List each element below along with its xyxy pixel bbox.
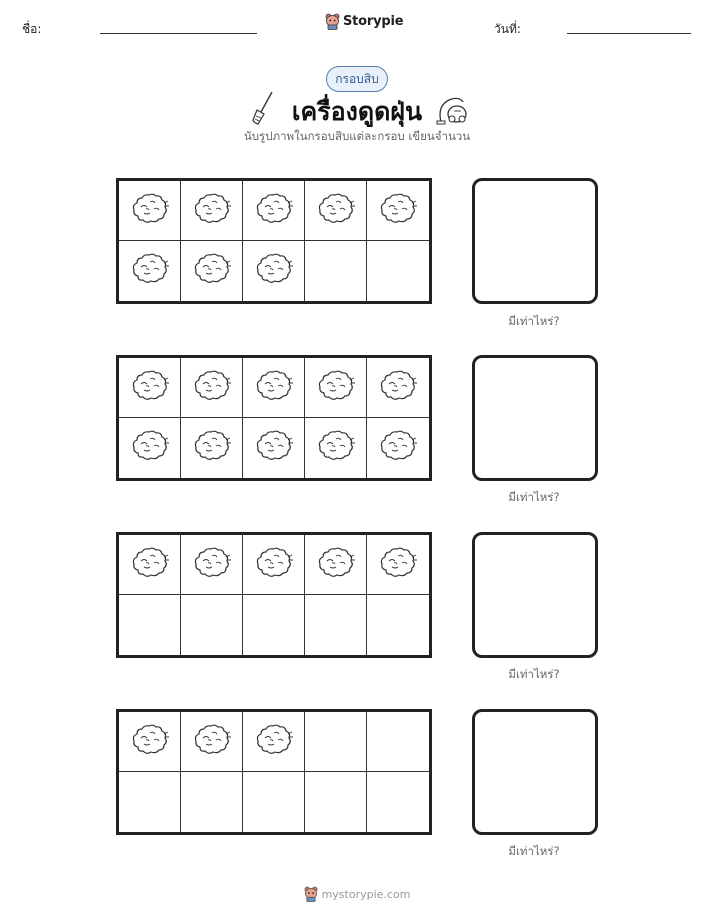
- name-label: ชื่อ:: [22, 22, 42, 36]
- dust-cloud-icon: [192, 546, 232, 584]
- answer-box-1[interactable]: [472, 178, 598, 304]
- storypie-footer-logo: [304, 886, 318, 902]
- dust-cloud-icon: [254, 369, 294, 407]
- dust-cloud-icon: [254, 192, 294, 230]
- ten-frame-cell: [367, 535, 429, 595]
- dust-cloud-icon: [254, 546, 294, 584]
- answer-box-4[interactable]: [472, 709, 598, 835]
- ten-frame-cell: [367, 418, 429, 478]
- ten-frame-cell: [367, 358, 429, 418]
- ten-frame-cell: [119, 712, 181, 772]
- ten-frame-cell: [367, 181, 429, 241]
- ten-frame-cell: [243, 535, 305, 595]
- ten-frame-cell: [305, 181, 367, 241]
- ten-frame-cell: [181, 535, 243, 595]
- dust-cloud-icon: [378, 192, 418, 230]
- ten-frame-cell: [305, 712, 367, 772]
- ten-frame-cell: [119, 595, 181, 655]
- dust-cloud-icon: [130, 252, 170, 290]
- ten-frame-cell: [305, 358, 367, 418]
- answer-prompt-1: มีเท่าไหร่?: [508, 314, 560, 328]
- dust-cloud-icon: [192, 369, 232, 407]
- dust-cloud-icon: [378, 429, 418, 467]
- ten-frame-cell: [305, 595, 367, 655]
- ten-frame-cell: [305, 772, 367, 832]
- dust-cloud-icon: [192, 723, 232, 761]
- name-line[interactable]: [100, 33, 257, 34]
- answer-prompt-3: มีเท่าไหร่?: [508, 667, 560, 681]
- answer-box-2[interactable]: [472, 355, 598, 481]
- footer: [0, 886, 714, 902]
- ten-frame-3: [116, 532, 432, 658]
- ten-frame-cell: [119, 418, 181, 478]
- topic-badge: กรอบสิบ: [326, 66, 388, 92]
- ten-frame-cell: [243, 358, 305, 418]
- dust-cloud-icon: [192, 429, 232, 467]
- ten-frame-cell: [243, 181, 305, 241]
- answer-box-3[interactable]: [472, 532, 598, 658]
- worksheet-instructions: นับรูปภาพในกรอบสิบแต่ละกรอบ เขียนจำนวน: [243, 129, 471, 143]
- ten-frame-cell: [243, 241, 305, 301]
- ten-frame-cell: [243, 772, 305, 832]
- ten-frame-cell: [305, 418, 367, 478]
- dust-cloud-icon: [130, 192, 170, 230]
- dust-cloud-icon: [316, 369, 356, 407]
- dust-cloud-icon: [192, 252, 232, 290]
- ten-frame-cell: [119, 535, 181, 595]
- answer-prompt-4: มีเท่าไหร่?: [508, 844, 560, 858]
- brand-name: Storypie: [343, 14, 404, 29]
- ten-frame-2: [116, 355, 432, 481]
- dust-cloud-icon: [378, 546, 418, 584]
- footer-site: mystorypie.com: [321, 887, 411, 901]
- ten-frame-1: [116, 178, 432, 304]
- ten-frame-cell: [181, 712, 243, 772]
- ten-frame-cell: [181, 358, 243, 418]
- ten-frame-cell: [181, 241, 243, 301]
- dust-cloud-icon: [316, 429, 356, 467]
- dust-cloud-icon: [130, 723, 170, 761]
- ten-frame-cell: [243, 418, 305, 478]
- ten-frame-cell: [119, 358, 181, 418]
- ten-frame-cell: [243, 595, 305, 655]
- dust-cloud-icon: [316, 546, 356, 584]
- ten-frame-cell: [119, 772, 181, 832]
- ten-frame-cell: [243, 712, 305, 772]
- worksheet-title: เครื่องดูดฝุ่น: [291, 97, 423, 126]
- dust-cloud-icon: [254, 252, 294, 290]
- ten-frame-cell: [181, 772, 243, 832]
- ten-frame-cell: [181, 595, 243, 655]
- ten-frame-cell: [119, 181, 181, 241]
- dust-cloud-icon: [192, 192, 232, 230]
- dust-cloud-icon: [130, 369, 170, 407]
- dust-cloud-icon: [254, 723, 294, 761]
- ten-frame-cell: [367, 595, 429, 655]
- ten-frame-cell: [119, 241, 181, 301]
- ten-frame-cell: [181, 418, 243, 478]
- dust-cloud-icon: [254, 429, 294, 467]
- ten-frame-cell: [181, 181, 243, 241]
- ten-frame-cell: [367, 241, 429, 301]
- ten-frame-cell: [367, 772, 429, 832]
- brand-logo: [325, 13, 403, 30]
- ten-frame-cell: [367, 712, 429, 772]
- vacuum-cleaner-icon: [435, 92, 469, 126]
- ten-frame-cell: [305, 241, 367, 301]
- dust-cloud-icon: [130, 546, 170, 584]
- storypie-logo: [325, 13, 340, 30]
- date-line[interactable]: [567, 33, 691, 34]
- date-label: วันที่:: [494, 22, 521, 36]
- ten-frame-cell: [305, 535, 367, 595]
- dust-cloud-icon: [316, 192, 356, 230]
- dust-cloud-icon: [378, 369, 418, 407]
- dust-cloud-icon: [130, 429, 170, 467]
- answer-prompt-2: มีเท่าไหร่?: [508, 490, 560, 504]
- ten-frame-4: [116, 709, 432, 835]
